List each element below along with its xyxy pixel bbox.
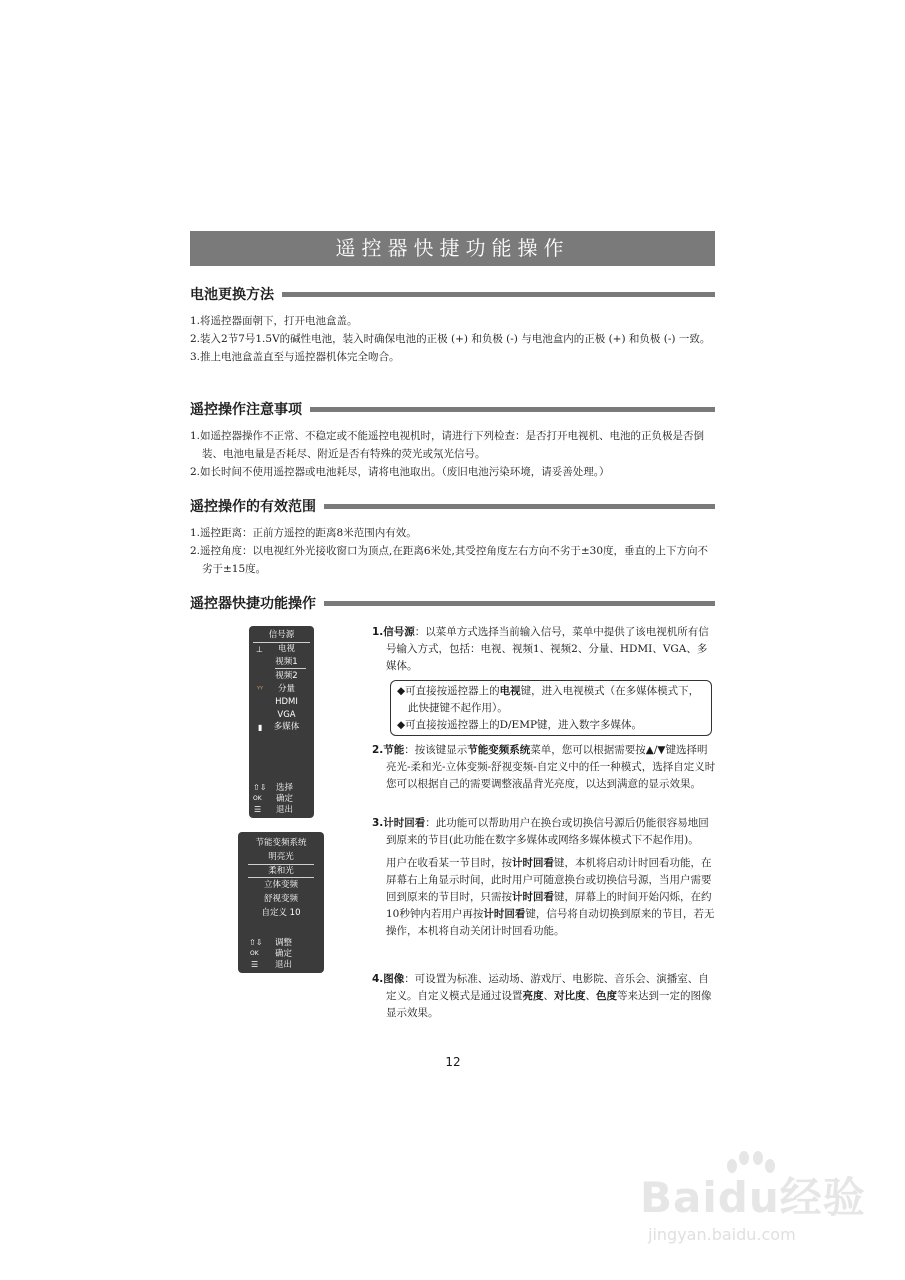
source-item-tv: 电视 bbox=[277, 644, 295, 654]
source-item-av2: 视频2 bbox=[275, 671, 298, 681]
energy-item-custom: 自定义 10 bbox=[261, 908, 301, 918]
watermark-url: jingyan.baidu.com bbox=[648, 1225, 796, 1244]
ok-icon: OK bbox=[253, 795, 262, 802]
hint-confirm: 确定 bbox=[276, 794, 294, 804]
source-item-vga: VGA bbox=[277, 710, 296, 720]
menu-icon: ☰ bbox=[251, 960, 259, 969]
section-heading-remote-range: 遥控操作的有效范围 bbox=[190, 497, 715, 517]
section-heading-shortcuts: 遥控器快捷功能操作 bbox=[190, 594, 715, 614]
source-item-media: 多媒体 bbox=[273, 722, 300, 732]
page-number: 12 bbox=[445, 1055, 461, 1069]
tv-icon: ⊥ bbox=[256, 645, 263, 654]
source-menu-screenshot bbox=[249, 626, 314, 818]
feature-energy: 2.节能：按该键显示节能变频系统菜单，您可以根据需要按▲/▼键选择明亮光-柔和光-立体变频-舒视变频-自定义中的任一种模式，选择自定义时您可以根据自己的需要调整液晶背光亮度，以达到满意的显示效果。 bbox=[372, 744, 716, 790]
menu-icon: ☰ bbox=[254, 805, 262, 814]
remote-notes-text: 1.如遥控器操作不正常、不稳定或不能遥控电视机时，请进行下列检查：是否打开电视机、电池的正负极是否倒装、电池电量是否耗尽、附近是否有特殊的荧光或氖光信号。 2.如长时间不使用遥控器或电池耗尽，请将电池取出。（废旧电池污染环境，请妥善处理。） bbox=[190, 430, 705, 478]
energy-item-bright: 明亮光 bbox=[268, 852, 294, 862]
source-menu-title: 信号源 bbox=[268, 630, 295, 640]
remote-range-text: 1.遥控距离：正前方遥控的距离8米范围内有效。 2.遥控角度：以电视红外光接收窗口为顶点,在距离6米处,其受控角度左右方向不劣于±30度，垂直的上下方向不劣于±15度。 bbox=[190, 527, 709, 575]
hint-select: 选择 bbox=[276, 783, 294, 793]
usb-icon: ▮ bbox=[258, 723, 263, 732]
ok-icon: OK bbox=[250, 950, 259, 957]
source-item-av1: 视频1 bbox=[275, 657, 298, 667]
energy-item-comfort: 舒视变频 bbox=[263, 894, 298, 904]
source-shortcut-note-box: ◆可直接按遥控器上的电视键，进入电视模式（在多媒体模式下，此快捷键不起作用）。 ◆可直接按遥控器上的D/EMP键，进入数字多媒体。 bbox=[390, 680, 712, 736]
energy-menu-screenshot bbox=[238, 832, 324, 973]
feature-source-name: 信号源 bbox=[383, 626, 415, 638]
feature-picture: 4.图像：可设置为标准、运动场、游戏厅、电影院、音乐会、演播室、自定义。自定义模式是通过设置亮度、对比度、色度等来达到一定的图像显示效果。 bbox=[372, 973, 712, 1019]
baidu-jingyan-watermark bbox=[640, 1150, 870, 1260]
hint-exit: 退出 bbox=[275, 960, 293, 970]
arrow-keys-icon: ⇧⇩ bbox=[249, 938, 263, 947]
hint-exit: 退出 bbox=[276, 805, 294, 815]
energy-item-3d: 立体变频 bbox=[263, 880, 298, 890]
energy-menu-title: 节能变频系统 bbox=[255, 838, 307, 848]
watermark-logo: Baidu经验 bbox=[640, 1173, 866, 1222]
feature-time-recall: 3.计时回看：此功能可以帮助用户在换台或切换信号源后仍能很容易地回到原来的节目(此功能在数字多媒体或网络多媒体模式下不起作用)。 用户在收看某一节目时，按计时回看键，本机将启动计时回看功能，在屏幕右上角显示时间，此时用户可随意换台或切换信号源，当用户需要回到原来的节目时，只需按计时回看键，屏幕上的时间开始闪烁，在约10秒钟内若用户再按计时回看键，信号将自动切换到原来的节目，若无操作，本机将自动关闭计时回看功能。 bbox=[372, 817, 715, 937]
hint-confirm: 确定 bbox=[275, 949, 293, 959]
section-heading-battery: 电池更换方法 bbox=[190, 285, 715, 305]
page-banner-title: 遥控器快捷功能操作 bbox=[190, 231, 715, 266]
energy-item-soft: 柔和光 bbox=[268, 866, 294, 876]
source-item-component: 分量 bbox=[277, 684, 295, 694]
source-item-hdmi: HDMI bbox=[275, 697, 298, 707]
section-heading-remote-notes: 遥控操作注意事项 bbox=[190, 400, 715, 420]
component-icon: ᵞᵞ bbox=[257, 684, 263, 693]
feature-source: 1.信号源：以菜单方式选择当前输入信号，菜单中提供了该电视机所有信号输入方式，包括：电视、视频1、视频2、分量、HDMI、VGA、多媒体。 bbox=[372, 626, 709, 672]
hint-adjust: 调整 bbox=[275, 938, 293, 948]
arrow-keys-icon: ⇧⇩ bbox=[253, 783, 267, 792]
battery-instructions: 1.将遥控器面朝下，打开电池盒盖。 2.装入2节7号1.5V的碱性电池，装入时确保电池的正极 (+) 和负极 (-) 与电池盒内的正极 (+) 和负极 (-) 一致。 3.推上电池盒盖直至与遥控器机体完全吻合。 bbox=[190, 315, 711, 363]
